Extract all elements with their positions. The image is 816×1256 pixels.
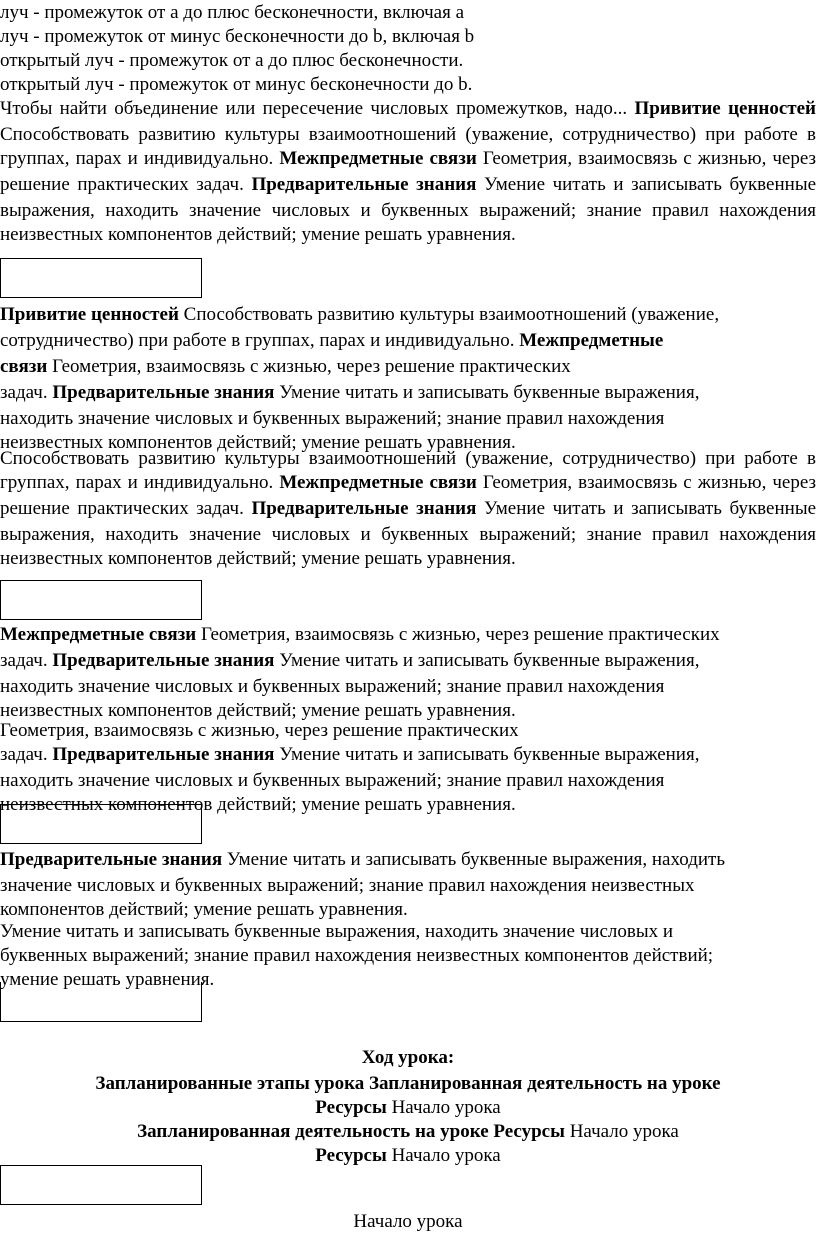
table-cell bbox=[0, 258, 202, 298]
block-skills: Умение читать и записывать буквенные выражения, находить значение числовых и буквенных выражений; знание правил нахождения неизвестных компонентов действий; умение решать уравнения. bbox=[0, 921, 714, 990]
label-values: Привитие ценностей bbox=[0, 304, 179, 325]
lesson-heading: Ход урока: bbox=[361, 1047, 455, 1068]
label-links: Межпредметные bbox=[519, 330, 664, 351]
intro-line: луч - промежуток от минус бесконечности до b, включая b bbox=[0, 26, 475, 47]
label-links: Межпредметные связи bbox=[0, 624, 197, 645]
label-values: Привитие ценностей bbox=[634, 98, 816, 119]
table-cell bbox=[0, 982, 202, 1022]
intro-lines bbox=[0, 1, 816, 97]
label-prior: Предварительные знания bbox=[251, 174, 477, 195]
lesson-row: Ресурсы Начало урока bbox=[315, 1145, 501, 1166]
intro-line: открытый луч - промежуток от а до плюс бесконечности. bbox=[0, 50, 464, 71]
block-prior: Предварительные знания Умение читать и записывать буквенные выражения, находить значение числовых и буквенных выражений; знание правил нахождения неизвестных компонентов действий; умение решать уравнения. bbox=[0, 849, 725, 920]
label-prior: Предварительные знания bbox=[52, 382, 275, 403]
table-cell bbox=[0, 1165, 202, 1205]
intro-line: открытый луч - промежуток от минус бесконечности до b. bbox=[0, 74, 473, 95]
label-prior: Предварительные знания bbox=[52, 650, 275, 671]
label-prior: Предварительные знания bbox=[251, 498, 477, 519]
label-links: Межпредметные связи bbox=[279, 148, 477, 169]
paragraph-objectives: Чтобы найти объединение или пересечение числовых промежутков, надо... Привитие ценностей Способствовать развитию культуры взаимоотношений (уважение, сотрудничество) при работе в группах, парах и индивидуально. Межпредметные связи Геометрия, взаимосвязь с жизнью, через решение практических задач. Предварительные знания Умение читать и записывать буквенные выражения, находить значение числовых и буквенных выражений; знание правил нахождения неизвестных компонентов действий; умение решать уравнения. bbox=[0, 98, 816, 245]
label-prior: Предварительные знания bbox=[0, 849, 223, 870]
table-cell bbox=[0, 804, 202, 844]
block-values: Привитие ценностей Способствовать развитию культуры взаимоотношений (уважение, сотрудничество) при работе в группах, парах и индивидуально. Межпредметные связи Геометрия, взаимосвязь с жизнью, через решение практических задач. Предварительные знания Умение читать и записывать буквенные выражения, находить значение числовых и буквенных выражений; знание правил нахождения неизвестных компонентов действий; умение решать уравнения. bbox=[0, 304, 720, 453]
table-cell bbox=[0, 580, 202, 620]
lesson-row: Ресурсы Начало урока bbox=[315, 1097, 501, 1118]
paragraph-values: Способствовать развитию культуры взаимоотношений (уважение, сотрудничество) при работе в группах, парах и индивидуально. Межпредметные связи Геометрия, взаимосвязь с жизнью, через решение практических задач. Предварительные знания Умение читать и записывать буквенные выражения, находить значение числовых и буквенных выражений; знание правил нахождения неизвестных компонентов действий; умение решать уравнения. bbox=[0, 448, 816, 569]
label-prior: Предварительные знания bbox=[52, 744, 275, 765]
label-links: связи bbox=[0, 356, 48, 377]
lesson-row: Запланированная деятельность на уроке Ресурсы Начало урока bbox=[137, 1121, 679, 1142]
block-links: Межпредметные связи Геометрия, взаимосвязь с жизнью, через решение практических задач. Предварительные знания Умение читать и записывать буквенные выражения, находить значение числовых и буквенных выражений; знание правил нахождения неизвестных компонентов действий; умение решать уравнения. bbox=[0, 624, 720, 721]
label-links: Межпредметные связи bbox=[279, 472, 477, 493]
intro-line: луч - промежуток от а до плюс бесконечности, включая а bbox=[0, 2, 465, 23]
lesson-row: Запланированные этапы урока Запланированная деятельность на уроке bbox=[95, 1073, 721, 1094]
lesson-start: Начало урока bbox=[353, 1211, 463, 1232]
block-geometry: Геометрия, взаимосвязь с жизнью, через решение практических задач. Предварительные знания Умение читать и записывать буквенные выражения, находить значение числовых и буквенных выражений; знание правил нахождения неизвестных компонентов действий; умение решать уравнения. bbox=[0, 720, 700, 815]
